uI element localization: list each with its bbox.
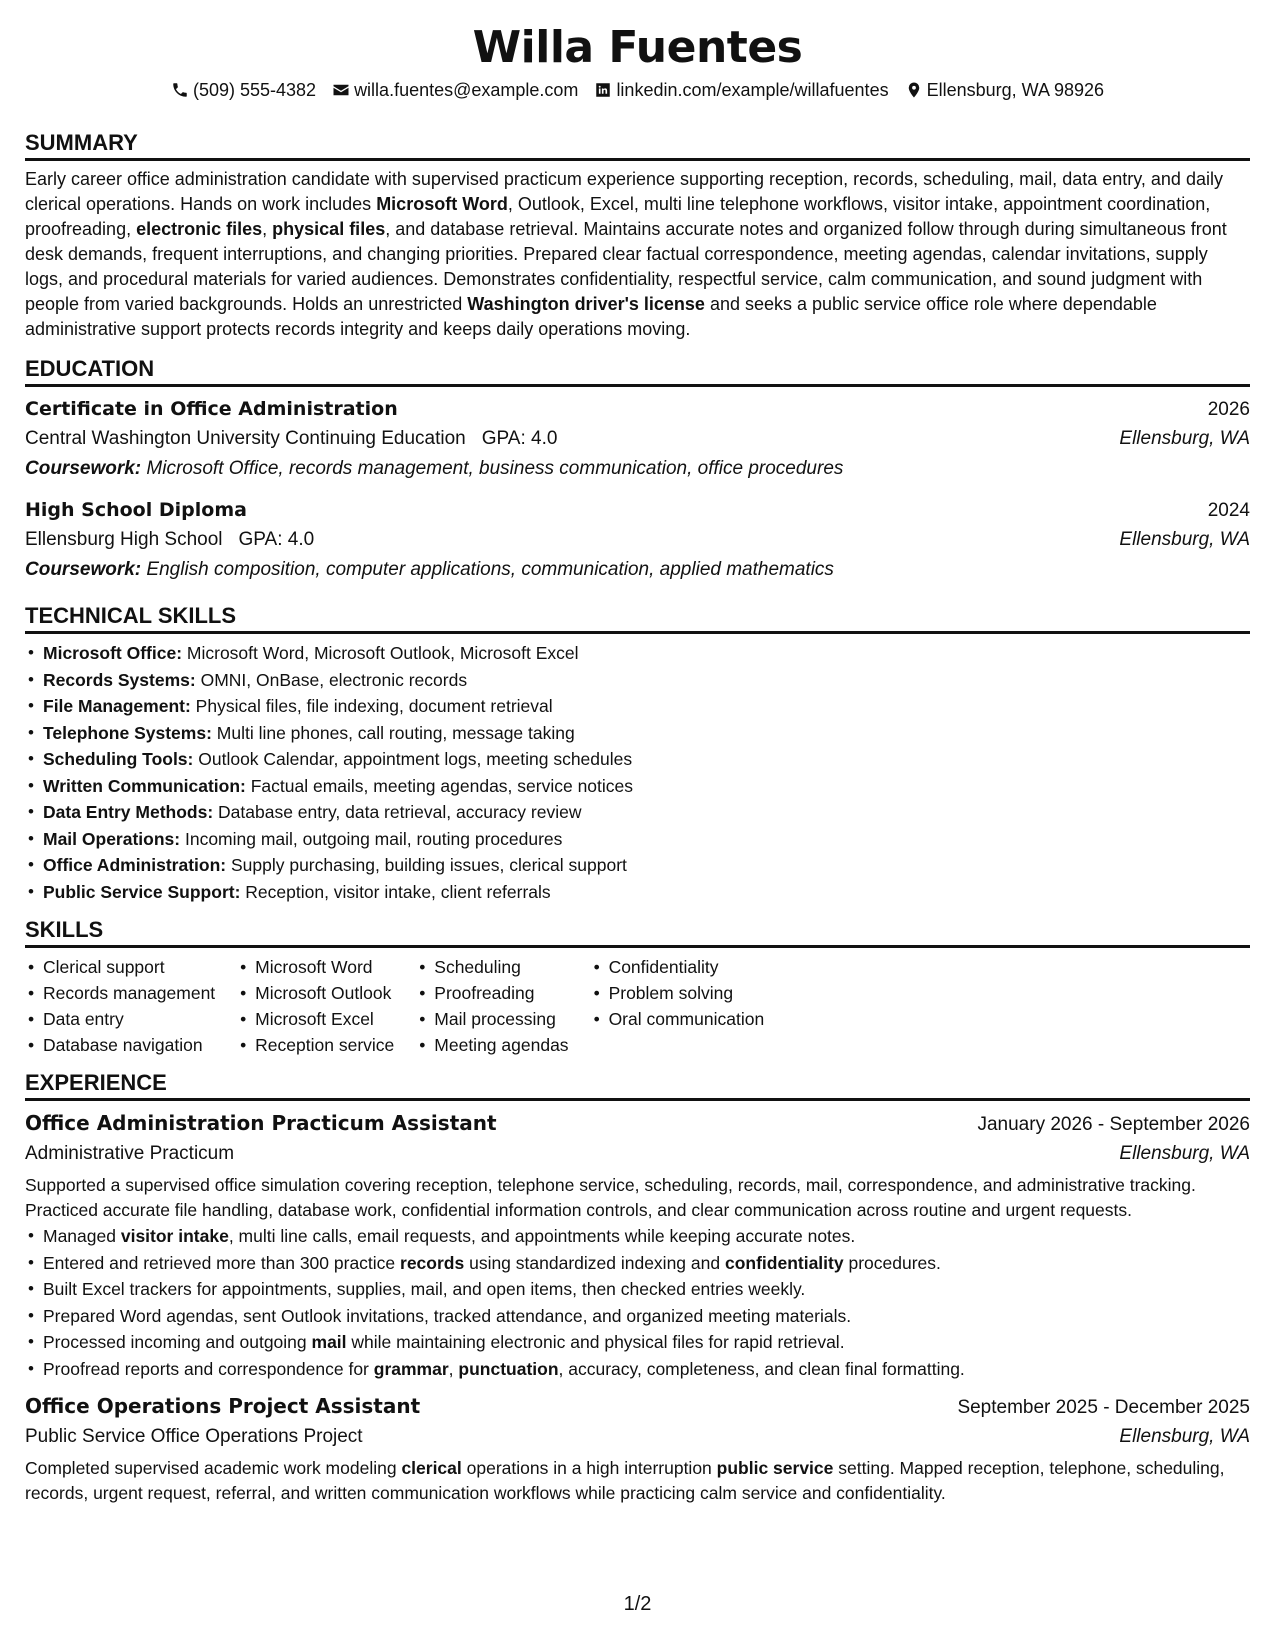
technical-skill-text: Supply purchasing, building issues, clerical support [226,855,627,875]
bullet-keyword: grammar [373,1358,449,1379]
technical-skill-text: Outlook Calendar, appointment logs, meeting schedules [193,749,633,769]
bullet-keyword: visitor intake [120,1226,229,1246]
gpa-text: GPA: 4.0 [481,428,558,449]
coursework-line [25,555,1250,585]
summary-part: and seeks a public service office role where dependable administrative support protects records integrity and keeps daily operations moving. [25,294,1157,339]
summary-part: , Outlook, Excel, multi line telephone workflows, visitor intake, appointment coordination, proofreading, [25,194,1211,239]
summary-part: , [262,219,273,239]
school-location: Ellensburg, WA [1119,428,1250,449]
job-org: Administrative Practicum [25,1143,235,1164]
skill-item: • Proofreading [416,980,568,1006]
technical-skill-label: Microsoft Office: [43,643,183,663]
coursework-line [25,454,1250,484]
technical-skill-text: Incoming mail, outgoing mail, routing procedures [180,828,563,849]
skill-item: • Oral communication [591,1006,765,1032]
degree-year: 2024 [1207,500,1250,521]
desc-part: operations in a high interruption [461,1458,717,1478]
school-name [25,424,557,454]
education-entry [25,496,1250,585]
coursework-text: Microsoft Office, records management, business communication, office procedures [141,458,844,479]
desc-part: Completed supervised academic work modeling [25,1458,402,1478]
skill-item: • Database navigation [25,1032,215,1058]
degree-title: Certificate in Office Administration [25,398,398,420]
job-bullet: • Entered and retrieved more than 300 practice records using standardized indexing and confidentiality procedures. [25,1250,1250,1277]
gpa-text: GPA: 4.0 [238,529,315,550]
contact-email[interactable] [332,78,578,102]
skill-item: • Meeting agendas [416,1032,568,1058]
bullet-keyword: confidentiality [724,1252,844,1273]
phone-text: (509) 555-4382 [192,80,317,100]
technical-skills-list [25,640,1250,905]
technical-skill-label: Scheduling Tools: [43,749,194,769]
technical-skill-item [25,799,1250,826]
technical-skills-heading: TECHNICAL SKILLS [25,603,1250,634]
education-entry [25,395,1250,484]
technical-skill-item [25,746,1250,773]
skill-item: • Mail processing [416,1006,568,1032]
job-dates: January 2026 - September 2026 [977,1114,1250,1135]
summary-section [25,130,1250,342]
coursework-label: Coursework: [25,458,142,479]
school-location: Ellensburg, WA [1119,529,1250,550]
job-location: Ellensburg, WA [1119,1426,1250,1447]
coursework-label: Coursework: [25,559,142,580]
technical-skill-text: Microsoft Word, Microsoft Outlook, Microsoft Excel [182,643,579,663]
skill-item: • Microsoft Excel [237,1006,394,1032]
technical-skill-text: OMNI, OnBase, electronic records [195,669,468,690]
skill-item: • Scheduling [416,954,568,980]
summary-bold: Washington driver's license [467,294,705,314]
resume-page [25,20,1250,1506]
bullet-keyword: records [400,1252,465,1273]
skill-item: • Confidentiality [591,954,765,980]
job-description: Supported a supervised office simulation covering reception, telephone service, scheduling, records, mail, correspondence, and administrative tracking. Practiced accurate file handling, database work, confidential information controls, and clear communication across routine and urgent requests. [25,1175,1196,1220]
school-text: Central Washington University Continuing Education [25,428,466,449]
job-bullets [25,1223,1250,1382]
job-entry [25,1392,1250,1506]
technical-skill-label: Public Service Support: [43,881,241,902]
summary-part: , and database retrieval. Maintains accurate notes and organized follow through during simultaneous front desk demands, frequent interruptions, and changing priorities. Prepared clear factual correspondence, meeting agendas, calendar invitations, supply logs, and procedural materials for varied audiences. Demonstrates confidentiality, respectful service, calm communication, and sound judgment with people from varied backgrounds. Holds an unrestricted [25,219,1227,314]
technical-skill-label: Written Communication: [43,775,246,796]
education-section [25,356,1250,585]
email-link[interactable]: willa.fuentes@example.com [354,80,579,100]
candidate-name: Willa Fuentes [472,22,803,73]
job-bullet: • Built Excel trackers for appointments, supplies, mail, and open items, then checked entries weekly. [25,1276,1250,1303]
job-title: Office Administration Practicum Assistant [25,1111,497,1135]
technical-skill-text: Factual emails, meeting agendas, service notices [245,775,634,796]
technical-skill-label: Office Administration: [43,855,227,875]
bullet-keyword: mail [311,1332,347,1352]
desc-bold: clerical [401,1458,462,1478]
contact-linkedin[interactable] [594,78,888,102]
skill-item: • Records management [25,980,215,1006]
technical-skill-text: Multi line phones, call routing, message taking [211,722,575,743]
summary-text [25,167,1250,342]
job-org: Public Service Office Operations Project [25,1426,363,1447]
summary-bold: physical files [272,219,386,239]
skills-column [416,954,568,1058]
job-bullet: • Managed visitor intake, multi line calls, email requests, and appointments while keeping accurate notes. [25,1223,1250,1250]
map-pin-icon [905,81,923,99]
technical-skill-text: Physical files, file indexing, document retrieval [190,696,553,716]
linkedin-icon [594,81,612,99]
summary-heading: SUMMARY [25,130,1250,161]
desc-part: setting. Mapped reception, telephone, scheduling, records, urgent request, referral, and written communication workflows while practicing calm service and confidentiality. [25,1458,1225,1503]
job-bullet: • Prepared Word agendas, sent Outlook invitations, tracked attendance, and organized meeting materials. [25,1303,1250,1330]
technical-skill-item [25,773,1250,800]
phone-icon [171,81,189,99]
school-text: Ellensburg High School [25,529,223,550]
technical-skill-item [25,826,1250,853]
technical-skill-item [25,693,1250,720]
envelope-icon [332,81,350,99]
location-text: Ellensburg, WA 98926 [926,80,1105,100]
degree-title: High School Diploma [25,499,247,521]
school-name [25,525,314,555]
page-number: 1/2 [623,1593,652,1615]
skills-column [237,954,394,1058]
coursework-text: English composition, computer applications, communication, applied mathematics [141,559,834,580]
technical-skill-label: Mail Operations: [43,828,181,849]
technical-skill-label: Telephone Systems: [43,722,212,743]
job-description [25,1456,1250,1506]
technical-skill-text: Reception, visitor intake, client referrals [240,881,551,902]
technical-skill-item [25,667,1250,694]
job-location: Ellensburg, WA [1119,1143,1250,1164]
technical-skill-item [25,720,1250,747]
skill-item: • Microsoft Word [237,954,394,980]
skill-item: • Data entry [25,1006,215,1032]
experience-heading: EXPERIENCE [25,1070,1250,1101]
education-heading: EDUCATION [25,356,1250,387]
technical-skill-item [25,852,1250,879]
contact-bar [25,78,1250,102]
desc-bold: public service [716,1458,834,1478]
summary-bold: Microsoft Word [376,194,508,214]
linkedin-link[interactable]: linkedin.com/example/willafuentes [616,80,889,100]
skills-section [25,917,1250,1058]
technical-skill-item [25,640,1250,667]
technical-skills-section [25,603,1250,905]
technical-skill-label: Data Entry Methods: [43,802,214,822]
job-title: Office Operations Project Assistant [25,1394,421,1418]
summary-part: Early career office administration candidate with supervised practicum experience supporting reception, records, scheduling, mail, data entry, and daily clerical operations. Hands on work includes [25,169,1223,214]
skills-grid [25,954,1250,1058]
job-bullet: • Processed incoming and outgoing mail while maintaining electronic and physical files for rapid retrieval. [25,1329,1250,1356]
skill-item: • Reception service [237,1032,394,1058]
skill-item: • Problem solving [591,980,765,1006]
technical-skill-item [25,879,1250,906]
technical-skill-label: Records Systems: [43,669,196,690]
skills-column [591,954,765,1058]
summary-bold: electronic files [136,219,263,239]
experience-section [25,1070,1250,1506]
job-entry [25,1109,1250,1382]
degree-year: 2026 [1207,399,1250,420]
skills-column [25,954,215,1058]
job-dates: September 2025 - December 2025 [957,1397,1250,1418]
skills-heading: SKILLS [25,917,1250,948]
skill-item: • Clerical support [25,954,215,980]
contact-phone [171,78,316,102]
technical-skill-text: Database entry, data retrieval, accuracy review [213,802,582,822]
bullet-keyword: punctuation [458,1358,559,1379]
skill-item: • Microsoft Outlook [237,980,394,1006]
contact-location [905,78,1104,102]
technical-skill-label: File Management: [43,696,191,716]
job-bullet: • Proofread reports and correspondence for grammar, punctuation, accuracy, completeness, and clean final formatting. [25,1356,1250,1383]
